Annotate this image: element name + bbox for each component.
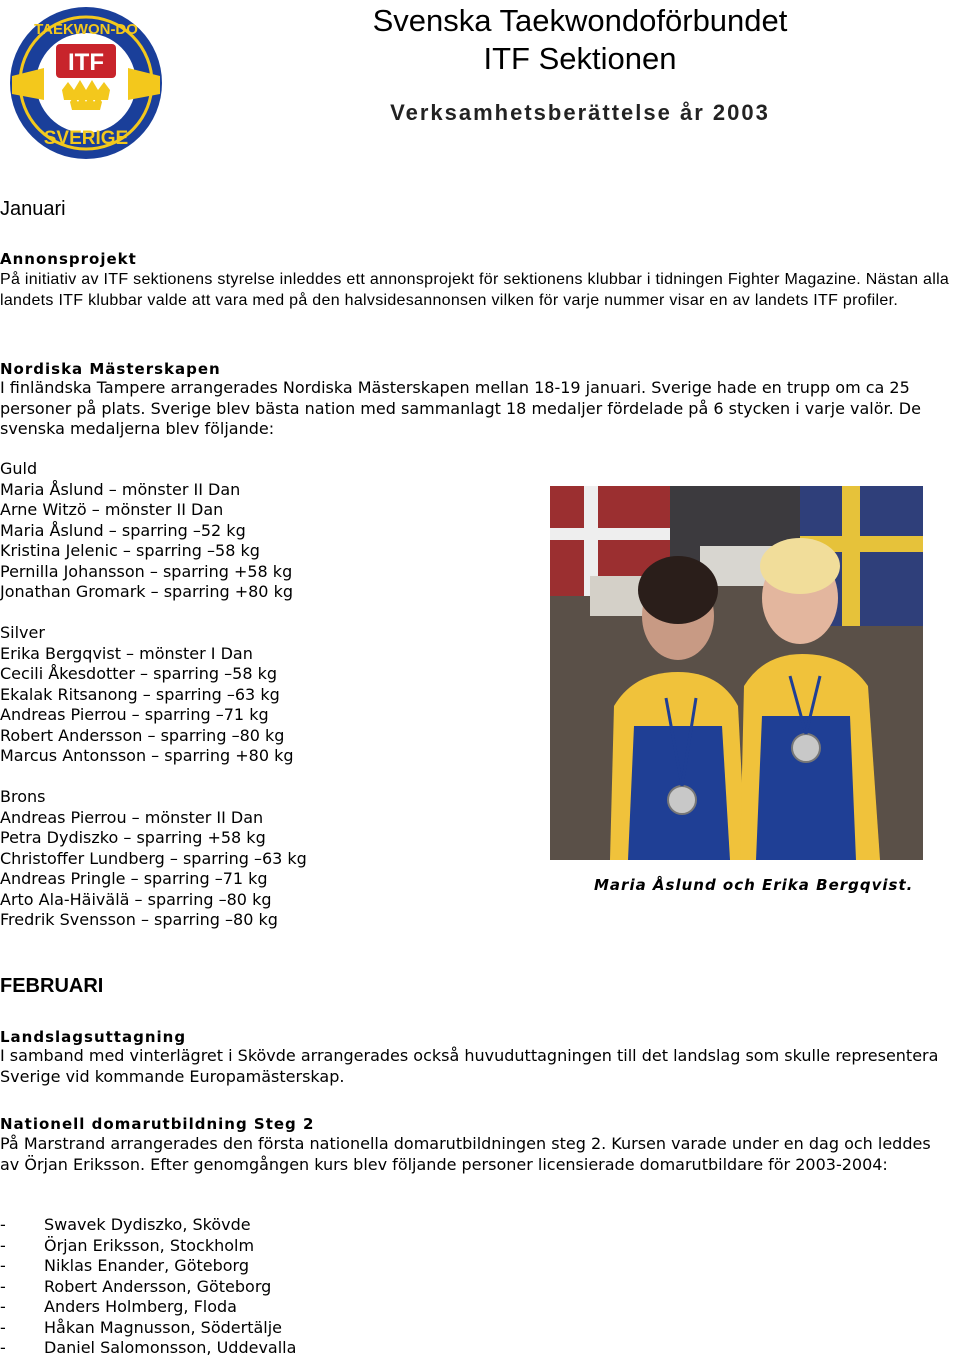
list-item-text: Anders Holmberg, Floda [44,1297,237,1316]
heading-january: Januari [0,198,66,220]
referee-list [0,1215,296,1359]
list-item: Kristina Jelenic – sparring –58 kg [0,541,260,560]
list-item: Erika Bergqvist – mönster I Dan [0,643,253,663]
list-bullet: - [0,1338,6,1357]
list-item-text: Daniel Salomonsson, Uddevalla [44,1338,297,1357]
itf-sverige-logo [4,4,168,162]
list-item-text: Örjan Eriksson, Stockholm [44,1235,255,1255]
list-bullet: - [0,1297,6,1316]
heading-february: FEBRUARI [0,975,104,997]
list-item: Petra Dydiszko – sparring +58 kg [0,828,266,847]
list-item [0,1318,296,1339]
list-bullet: - [0,1215,6,1234]
paragraph-nordic-championships: I finländska Tampere arrangerades Nordiska Mästerskapen mellan 18-19 januari. Sverige hade en trupp om ca 25 personer på plats. Sverige blev bästa nation med sammanlagt 18 medaljer fördelade på 6 stycken i varje valör. De svenska medaljerna blev följande: [0,378,921,438]
document-subtitle-section: ITF Sektionen [483,41,677,76]
list-item: Andreas Pringle – sparring –71 kg [0,869,268,888]
list-bullet: - [0,1235,6,1255]
medal-heading-gold: Guld [0,459,38,478]
list-item: Maria Åslund – sparring –52 kg [0,520,246,540]
list-item: Arto Ala-Häivälä – sparring –80 kg [0,889,272,909]
document-title: Svenska Taekwondoförbundet [372,3,788,38]
photo-caption: Maria Åslund och Erika Bergqvist. [594,876,914,894]
list-item: Cecili Åkesdotter – sparring –58 kg [0,664,278,683]
heading-ad-project: Annonsprojekt [0,250,137,268]
report-title: Verksamhetsberättelse år 2003 [390,100,770,125]
heading-referee-course: Nationell domarutbildning Steg 2 [0,1115,315,1133]
list-item [0,1297,296,1318]
list-item [0,1338,296,1359]
list-item: Ekalak Ritsanong – sparring –63 kg [0,684,280,704]
paragraph-national-team: I samband med vinterlägret i Skövde arrangerades också huvuduttagningen till det landslag som skulle representera Sverige vid kommande Europamästerskap. [0,1046,939,1086]
list-item: Maria Åslund – mönster II Dan [0,479,241,499]
list-item: Jonathan Gromark – sparring +80 kg [0,582,293,601]
list-item: Christoffer Lundberg – sparring –63 kg [0,848,307,868]
list-item: Andreas Pierrou – sparring –71 kg [0,705,269,724]
list-item [0,1215,296,1236]
list-item [0,1277,296,1298]
medal-heading-bronze: Brons [0,787,46,806]
list-bullet: - [0,1317,6,1337]
medal-heading-silver: Silver [0,623,45,642]
list-item: Andreas Pierrou – mönster II Dan [0,807,264,827]
list-bullet: - [0,1276,6,1296]
list-item: Fredrik Svensson – sparring –80 kg [0,910,278,929]
list-item-text: Swavek Dydiszko, Skövde [44,1215,251,1234]
list-bullet: - [0,1256,6,1275]
logo-bottom-text: SVERIGE [43,128,129,149]
logo-top-text: TAEKWON-DO [34,21,138,38]
list-item-text: Håkan Magnusson, Södertälje [44,1317,283,1337]
list-item [0,1256,296,1277]
heading-nordic-championships: Nordiska Mästerskapen [0,360,221,378]
paragraph-referee-course: På Marstrand arrangerades den första nationella domarutbildningen steg 2. Kursen varade under en dag och leddes av Örjan Eriksson. Efter genomgången kurs blev följande personer licensierade domarutbildare för 2003-2004: [0,1134,931,1174]
list-item-text: Robert Andersson, Göteborg [44,1276,272,1296]
paragraph-ad-project: På initiativ av ITF sektionens styrelse inleddes ett annonsprojekt för sektionens klubbar i tidningen Fighter Magazine. Nästan alla landets ITF klubbar valde att vara med på den halvsidesannonsen vilken för varje nummer visar en av landets ITF profiler. [0,271,950,309]
list-item: Robert Andersson – sparring –80 kg [0,725,285,745]
list-item-text: Niklas Enander, Göteborg [44,1256,249,1275]
list-item: Marcus Antonsson – sparring +80 kg [0,746,294,765]
logo-itf-text: ITF [68,49,104,76]
list-item: Pernilla Johansson – sparring +58 kg [0,561,293,581]
photo-medalists [550,486,923,860]
list-item: Arne Witzö – mönster II Dan [0,500,224,519]
heading-national-team: Landslagsuttagning [0,1028,187,1046]
medal-list [0,459,307,931]
list-item [0,1236,296,1257]
